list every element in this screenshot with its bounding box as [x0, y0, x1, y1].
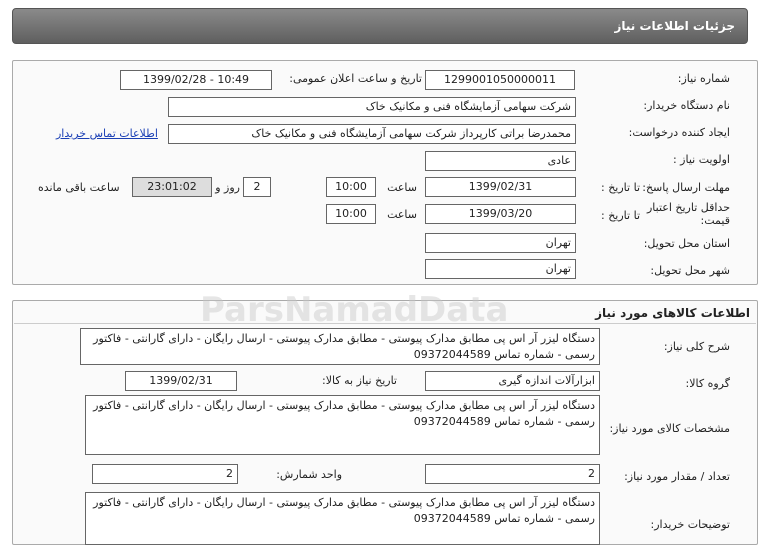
city-label: شهر محل تحویل:	[650, 264, 730, 277]
priority-label: اولویت نیاز :	[672, 153, 730, 166]
creator-field[interactable]: محمدرضا براتی کارپرداز شرکت سهامی آزمایشگاه فنی و مکانیک خاک	[168, 124, 576, 144]
contact-buyer-link[interactable]: اطلاعات تماس خریدار	[56, 127, 158, 140]
province-label: استان محل تحویل:	[643, 237, 730, 250]
validity-to-date-label: تا تاریخ :	[601, 209, 640, 222]
deadline-time-label: ساعت	[387, 181, 417, 194]
need-date-label: تاریخ نیاز به کالا:	[322, 374, 397, 387]
remaining-label: ساعت باقی مانده	[38, 181, 120, 194]
qty-field[interactable]: 2	[425, 464, 600, 484]
creator-label: ایجاد کننده درخواست:	[628, 126, 730, 139]
province-field[interactable]: تهران	[425, 233, 576, 253]
validity-time-field[interactable]: 10:00	[326, 204, 376, 224]
qty-label: تعداد / مقدار مورد نیاز:	[624, 470, 730, 483]
group-label: گروه کالا:	[685, 377, 730, 390]
need-number-field[interactable]: 1299001050000011	[425, 70, 575, 90]
validity-label: حداقل تاریخ اعتبار قیمت:	[646, 201, 730, 227]
validity-time-label: ساعت	[387, 208, 417, 221]
buyer-field[interactable]: شرکت سهامی آزمایشگاه فنی و مکانیک خاک	[168, 97, 576, 117]
remaining-time-field: 23:01:02	[132, 177, 212, 197]
panel-title: جزئیات اطلاعات نیاز	[614, 19, 735, 33]
need-number-label: شماره نیاز:	[677, 72, 730, 85]
days-field[interactable]: 2	[243, 177, 271, 197]
specs-label: مشخصات کالای مورد نیاز:	[609, 422, 730, 435]
deadline-time-field[interactable]: 10:00	[326, 177, 376, 197]
validity-date-field[interactable]: 1399/03/20	[425, 204, 576, 224]
announce-field[interactable]: 1399/02/28 - 10:49	[120, 70, 272, 90]
summary-field[interactable]: دستگاه لیزر آر اس پی مطابق مدارک پیوستی - مطابق مدارک پیوستی - ارسال رایگان - دارای گارانتی - فاکتور رسمی - شماره تماس 09372044589	[80, 328, 600, 365]
deadline-label: مهلت ارسال پاسخ:	[642, 181, 730, 194]
priority-field[interactable]: عادی	[425, 151, 576, 171]
deadline-to-date-label: تا تاریخ :	[601, 181, 640, 194]
buyer-notes-label: توضیحات خریدار:	[650, 518, 730, 531]
days-label: روز و	[215, 181, 240, 194]
summary-label: شرح کلی نیاز:	[663, 340, 730, 353]
goods-section-title: اطلاعات کالاهای مورد نیاز	[595, 306, 750, 320]
unit-field[interactable]: 2	[92, 464, 238, 484]
need-date-field[interactable]: 1399/02/31	[125, 371, 237, 391]
announce-label: تاریخ و ساعت اعلان عمومی:	[289, 72, 422, 85]
unit-label: واحد شمارش:	[276, 468, 342, 481]
city-field[interactable]: تهران	[425, 259, 576, 279]
panel-header	[12, 8, 748, 44]
general-info-box	[12, 60, 758, 285]
specs-field[interactable]: دستگاه لیزر آر اس پی مطابق مدارک پیوستی - مطابق مدارک پیوستی - ارسال رایگان - دارای گارانتی - فاکتور رسمی - شماره تماس 09372044589	[85, 395, 600, 455]
deadline-date-field[interactable]: 1399/02/31	[425, 177, 576, 197]
group-field[interactable]: ابزارآلات اندازه گیری	[425, 371, 600, 391]
buyer-label: نام دستگاه خریدار:	[643, 99, 730, 112]
watermark-logo: ParsNamadData	[200, 290, 509, 330]
buyer-notes-field[interactable]: دستگاه لیزر آر اس پی مطابق مدارک پیوستی - مطابق مدارک پیوستی - ارسال رایگان - دارای گارانتی - فاکتور رسمی - شماره تماس 09372044589	[85, 492, 600, 545]
